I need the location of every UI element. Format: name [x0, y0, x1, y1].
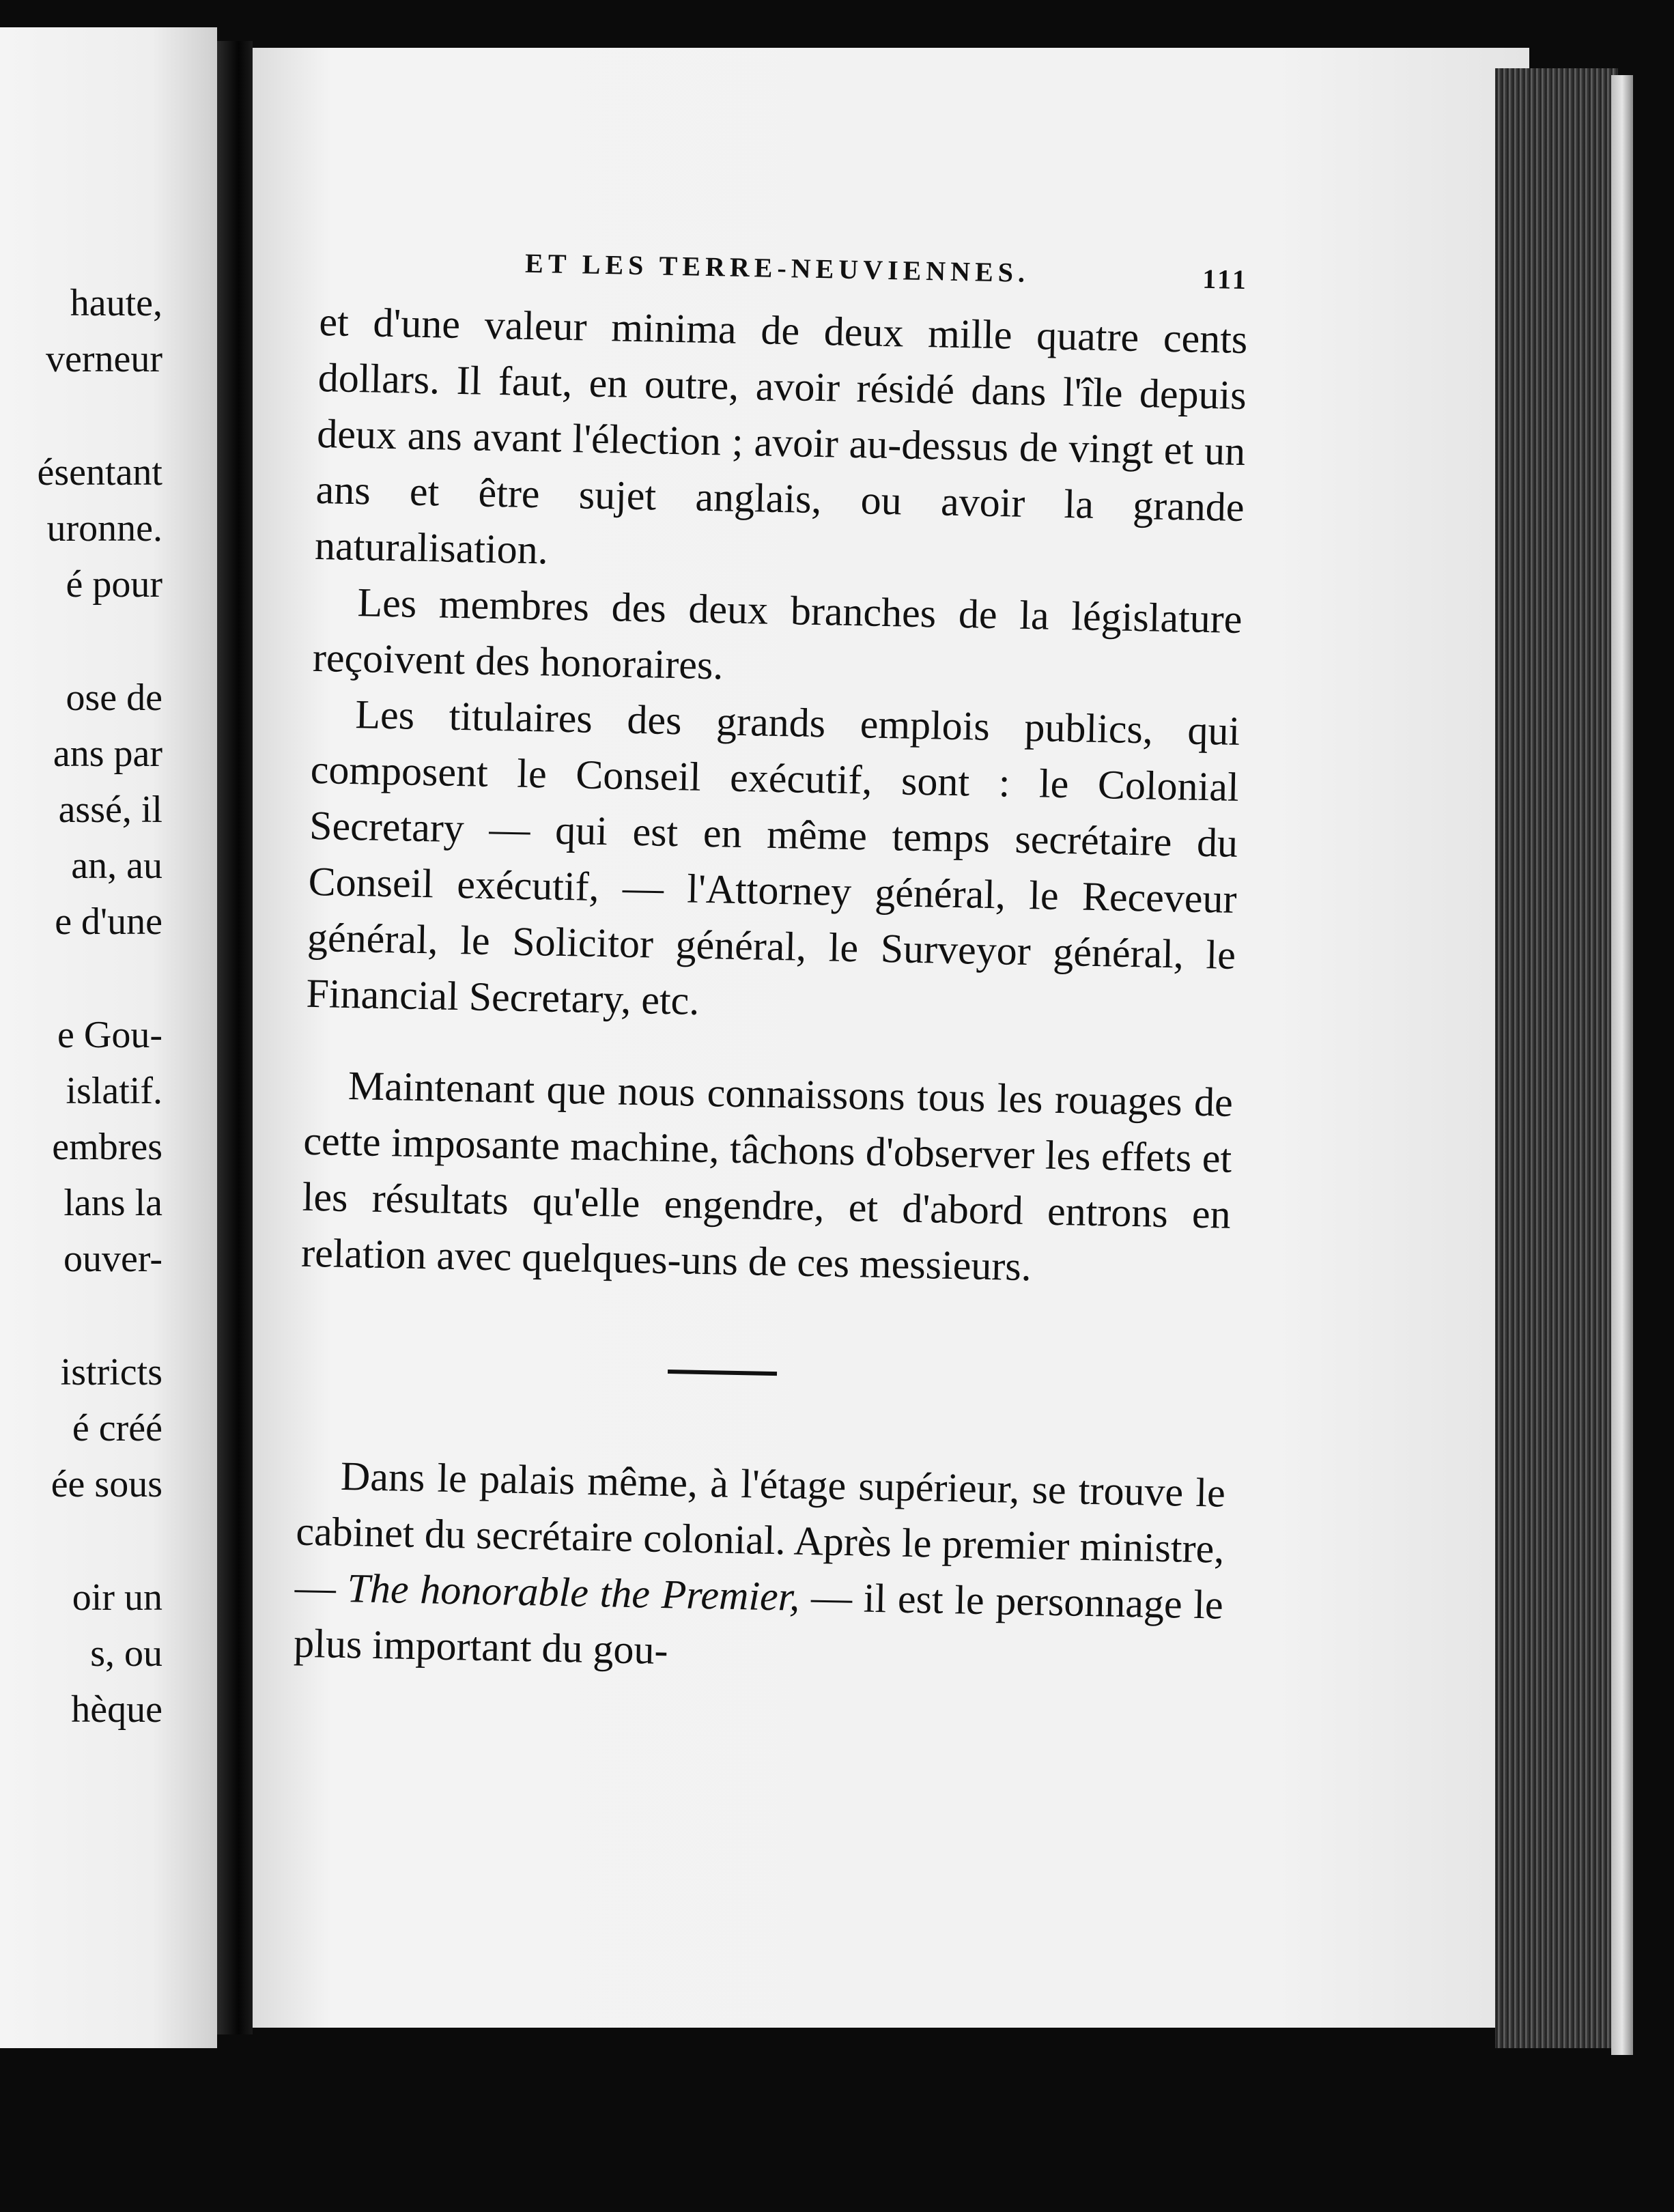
italic-title: The honorable the Premier, [346, 1565, 801, 1619]
left-page-fragment: ose de [66, 677, 162, 719]
left-page-fragment: ans par [53, 733, 162, 775]
left-page-fragment: e Gou- [57, 1014, 162, 1056]
left-page-fragment: embres [52, 1126, 162, 1168]
section-separator-rule [668, 1370, 777, 1376]
page-fore-edge [1495, 68, 1618, 2048]
left-page-fragment: assé, il [58, 789, 162, 831]
running-head-title: ET LES TERRE-NEUVIENNES. [524, 247, 1030, 288]
paragraph: Les membres des deux branches de la législature reçoivent des honoraires. [312, 580, 1243, 688]
left-page-fragment: oir un [72, 1576, 162, 1619]
left-page-fragment: ée sous [51, 1463, 162, 1505]
left-page-fragment: ésentant [37, 451, 162, 494]
page-text-block [294, 232, 1249, 1689]
page-number: 111 [1202, 263, 1249, 296]
left-page-fragment: e d'une [55, 901, 162, 943]
left-page-fragment: lans la [63, 1182, 162, 1224]
left-page-fragment: s, ou [90, 1632, 162, 1675]
left-page-fragment: istricts [60, 1351, 162, 1393]
left-page [0, 27, 217, 2048]
left-page-fragment: an, au [71, 845, 162, 887]
paragraph-text: Dans le palais même, à l'étage supérieur, se trouve le cabinet du secrétaire colonial. Après le premier ministre, — [294, 1453, 1226, 1611]
paragraph: et d'une valeur minima de deux mille quatre cents dollars. Il faut, en outre, avoir résidé dans l'île depuis deux ans avant l'élection ; avoir au-dessus de vingt et un ans et être sujet anglais, ou avoir la grande naturalisation. [314, 298, 1248, 573]
left-page-fragment: é créé [72, 1407, 162, 1449]
left-page-fragment: verneur [45, 338, 162, 380]
paragraph: Maintenant que nous connaissons tous les rouages de cette imposante machine, tâchons d'observer les effets et les résultats qu'elle engendre, et d'abord entrons en relation avec quelques-uns de ces messieurs. [300, 1063, 1234, 1290]
book-gutter [217, 41, 253, 2034]
paragraph: Les titulaires des grands emplois publics, qui composent le Conseil exécutif, sont : le Colonial Secretary — qui est en même temps secrétaire du Conseil exécutif, — l'Attorney général, le Receveur général, le Solicitor général, le Surveyor général, le Financial Secretary, etc. [305, 692, 1240, 1023]
page-fore-edge-highlight [1611, 75, 1633, 2055]
left-page-fragment: islatif. [66, 1070, 162, 1112]
left-page-fragment: hèque [71, 1688, 162, 1731]
left-page-fragment: haute, [70, 282, 162, 324]
left-page-fragment: uronne. [46, 507, 162, 550]
left-page-fragment: ouver- [63, 1238, 162, 1280]
paragraph-text: — il est le personnage le plus important du gou- [293, 1574, 1224, 1673]
left-page-fragment: é pour [66, 563, 162, 606]
paragraph [294, 1447, 1226, 1689]
